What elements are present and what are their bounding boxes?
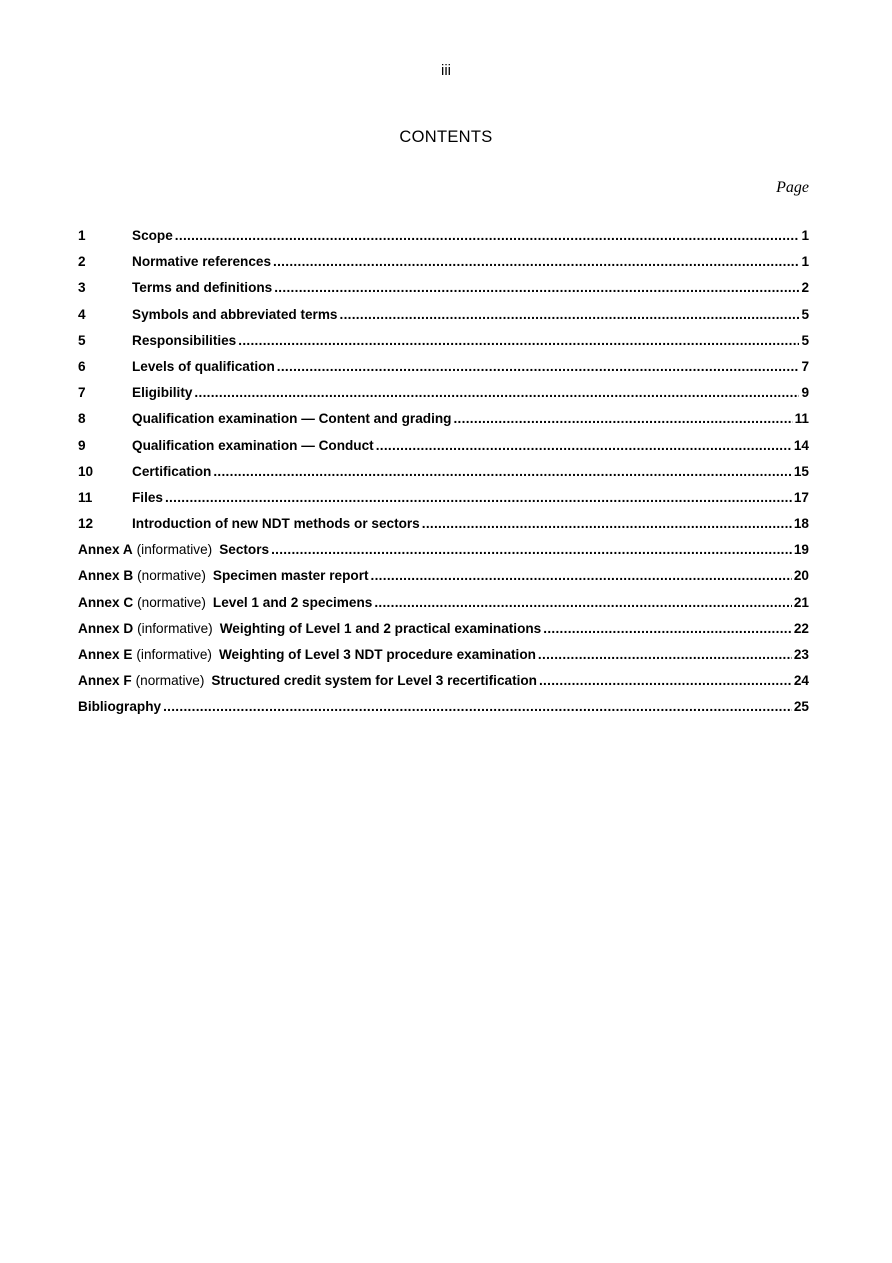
clause-number: 1 [78, 228, 86, 243]
clause-title[interactable]: Qualification examination — Content and grading [132, 411, 452, 427]
clause-title[interactable]: Introduction of new NDT methods or sectors [132, 516, 420, 532]
dot-leader [277, 357, 800, 377]
annex-label: Annex B [78, 568, 134, 584]
annex-label: Annex D [78, 620, 134, 636]
clause-title[interactable]: Qualification examination — Conduct [132, 437, 374, 453]
dot-leader [539, 671, 792, 691]
page-number: iii [441, 62, 451, 79]
page-ref: 1 [801, 228, 809, 243]
dot-leader [213, 462, 792, 482]
toc-entry-clause[interactable] [78, 305, 809, 331]
toc-entry-annex[interactable] [78, 593, 809, 619]
page-ref: 17 [793, 489, 809, 505]
annex-title[interactable]: Sectors [219, 542, 270, 558]
clause-number: 9 [78, 437, 86, 453]
clause-title[interactable]: Files [132, 489, 163, 505]
toc-entry-clause[interactable] [78, 357, 809, 383]
dot-leader [374, 593, 792, 613]
page-ref: 9 [801, 385, 809, 401]
dot-leader [371, 566, 792, 586]
annex-type: (normative) [137, 568, 206, 584]
clause-title[interactable]: Terms and definitions [132, 280, 273, 296]
annex-type: (informative) [137, 620, 213, 636]
dot-leader [538, 645, 792, 665]
page-ref: 18 [793, 516, 809, 532]
clause-title[interactable]: Symbols and abbreviated terms [132, 306, 338, 322]
page-ref: 1 [801, 254, 809, 270]
clause-number: 12 [78, 516, 94, 532]
page-ref: 15 [793, 463, 809, 479]
annex-label: Annex F [78, 673, 132, 689]
page-ref: 7 [801, 358, 809, 374]
annex-label: Annex A [78, 542, 133, 558]
clause-title[interactable]: Certification [132, 463, 212, 479]
dot-leader [376, 436, 792, 456]
bibliography-title[interactable]: Bibliography [78, 699, 162, 715]
annex-type: (normative) [135, 673, 205, 689]
clause-number: 5 [78, 332, 86, 348]
page-ref: 22 [793, 620, 809, 636]
annex-title[interactable]: Specimen master report [212, 568, 369, 584]
annex-title[interactable]: Structured credit system for Level 3 recertification [211, 673, 537, 689]
toc-entry-clause[interactable] [78, 409, 809, 435]
dot-leader [238, 331, 799, 351]
page-ref: 25 [793, 699, 809, 715]
dot-leader [194, 383, 799, 403]
page-ref: 23 [793, 647, 809, 662]
clause-number: 4 [78, 306, 86, 322]
annex-type: (informative) [136, 647, 212, 662]
annex-label: Annex E [78, 647, 133, 662]
toc-entry-clause[interactable] [78, 278, 809, 304]
page-column-heading: Page [776, 179, 809, 196]
page-ref: 14 [793, 437, 809, 453]
page-ref: 21 [793, 594, 809, 610]
toc-entry-annex[interactable] [78, 671, 809, 697]
dot-leader [271, 540, 792, 560]
page-ref: 20 [793, 568, 809, 584]
contents-title: CONTENTS [399, 128, 493, 146]
page-ref: 11 [794, 411, 809, 427]
table-of-contents [78, 226, 809, 724]
page-ref: 19 [793, 542, 809, 558]
annex-type: (informative) [136, 542, 213, 558]
toc-entry-clause[interactable] [78, 462, 809, 488]
annex-title[interactable]: Weighting of Level 3 NDT procedure examination [218, 647, 536, 662]
clause-number: 6 [78, 358, 86, 374]
toc-entry-clause[interactable] [78, 488, 809, 514]
toc-entry-annex[interactable] [78, 619, 809, 645]
clause-title[interactable]: Scope [132, 228, 173, 243]
clause-number: 7 [78, 385, 86, 401]
dot-leader [273, 252, 799, 272]
clause-title[interactable]: Normative references [132, 254, 272, 270]
toc-entry-annex[interactable] [78, 540, 809, 566]
toc-entry-annex[interactable] [78, 566, 809, 592]
clause-number: 10 [78, 463, 94, 479]
toc-entry-clause[interactable] [78, 436, 809, 462]
annex-label: Annex C [78, 594, 134, 610]
page-ref: 5 [801, 306, 809, 322]
clause-title[interactable]: Responsibilities [132, 332, 237, 348]
toc-entry-annex[interactable] [78, 645, 809, 671]
dot-leader [422, 514, 792, 534]
dot-leader [175, 226, 800, 246]
dot-leader [340, 305, 800, 325]
clause-number: 2 [78, 254, 86, 270]
clause-title[interactable]: Levels of qualification [132, 358, 275, 374]
annex-type: (normative) [137, 594, 206, 610]
dot-leader [274, 278, 799, 298]
dot-leader [453, 409, 792, 429]
toc-entry-clause[interactable] [78, 226, 809, 252]
clause-number: 11 [78, 489, 93, 505]
page-ref: 2 [801, 280, 809, 296]
clause-number: 8 [78, 411, 86, 427]
page-ref: 24 [793, 673, 809, 689]
toc-entry-clause[interactable] [78, 331, 809, 357]
annex-title[interactable]: Level 1 and 2 specimens [212, 594, 373, 610]
annex-title[interactable]: Weighting of Level 1 and 2 practical examinations [219, 620, 542, 636]
toc-entry-bibliography[interactable] [78, 697, 809, 723]
clause-title[interactable]: Eligibility [132, 385, 193, 401]
clause-number: 3 [78, 280, 86, 296]
page-ref: 5 [801, 332, 809, 348]
dot-leader [163, 697, 792, 717]
dot-leader [165, 488, 792, 508]
toc-entry-clause[interactable] [78, 514, 809, 540]
dot-leader [543, 619, 792, 639]
toc-entry-clause[interactable] [78, 383, 809, 409]
toc-entry-clause[interactable] [78, 252, 809, 278]
